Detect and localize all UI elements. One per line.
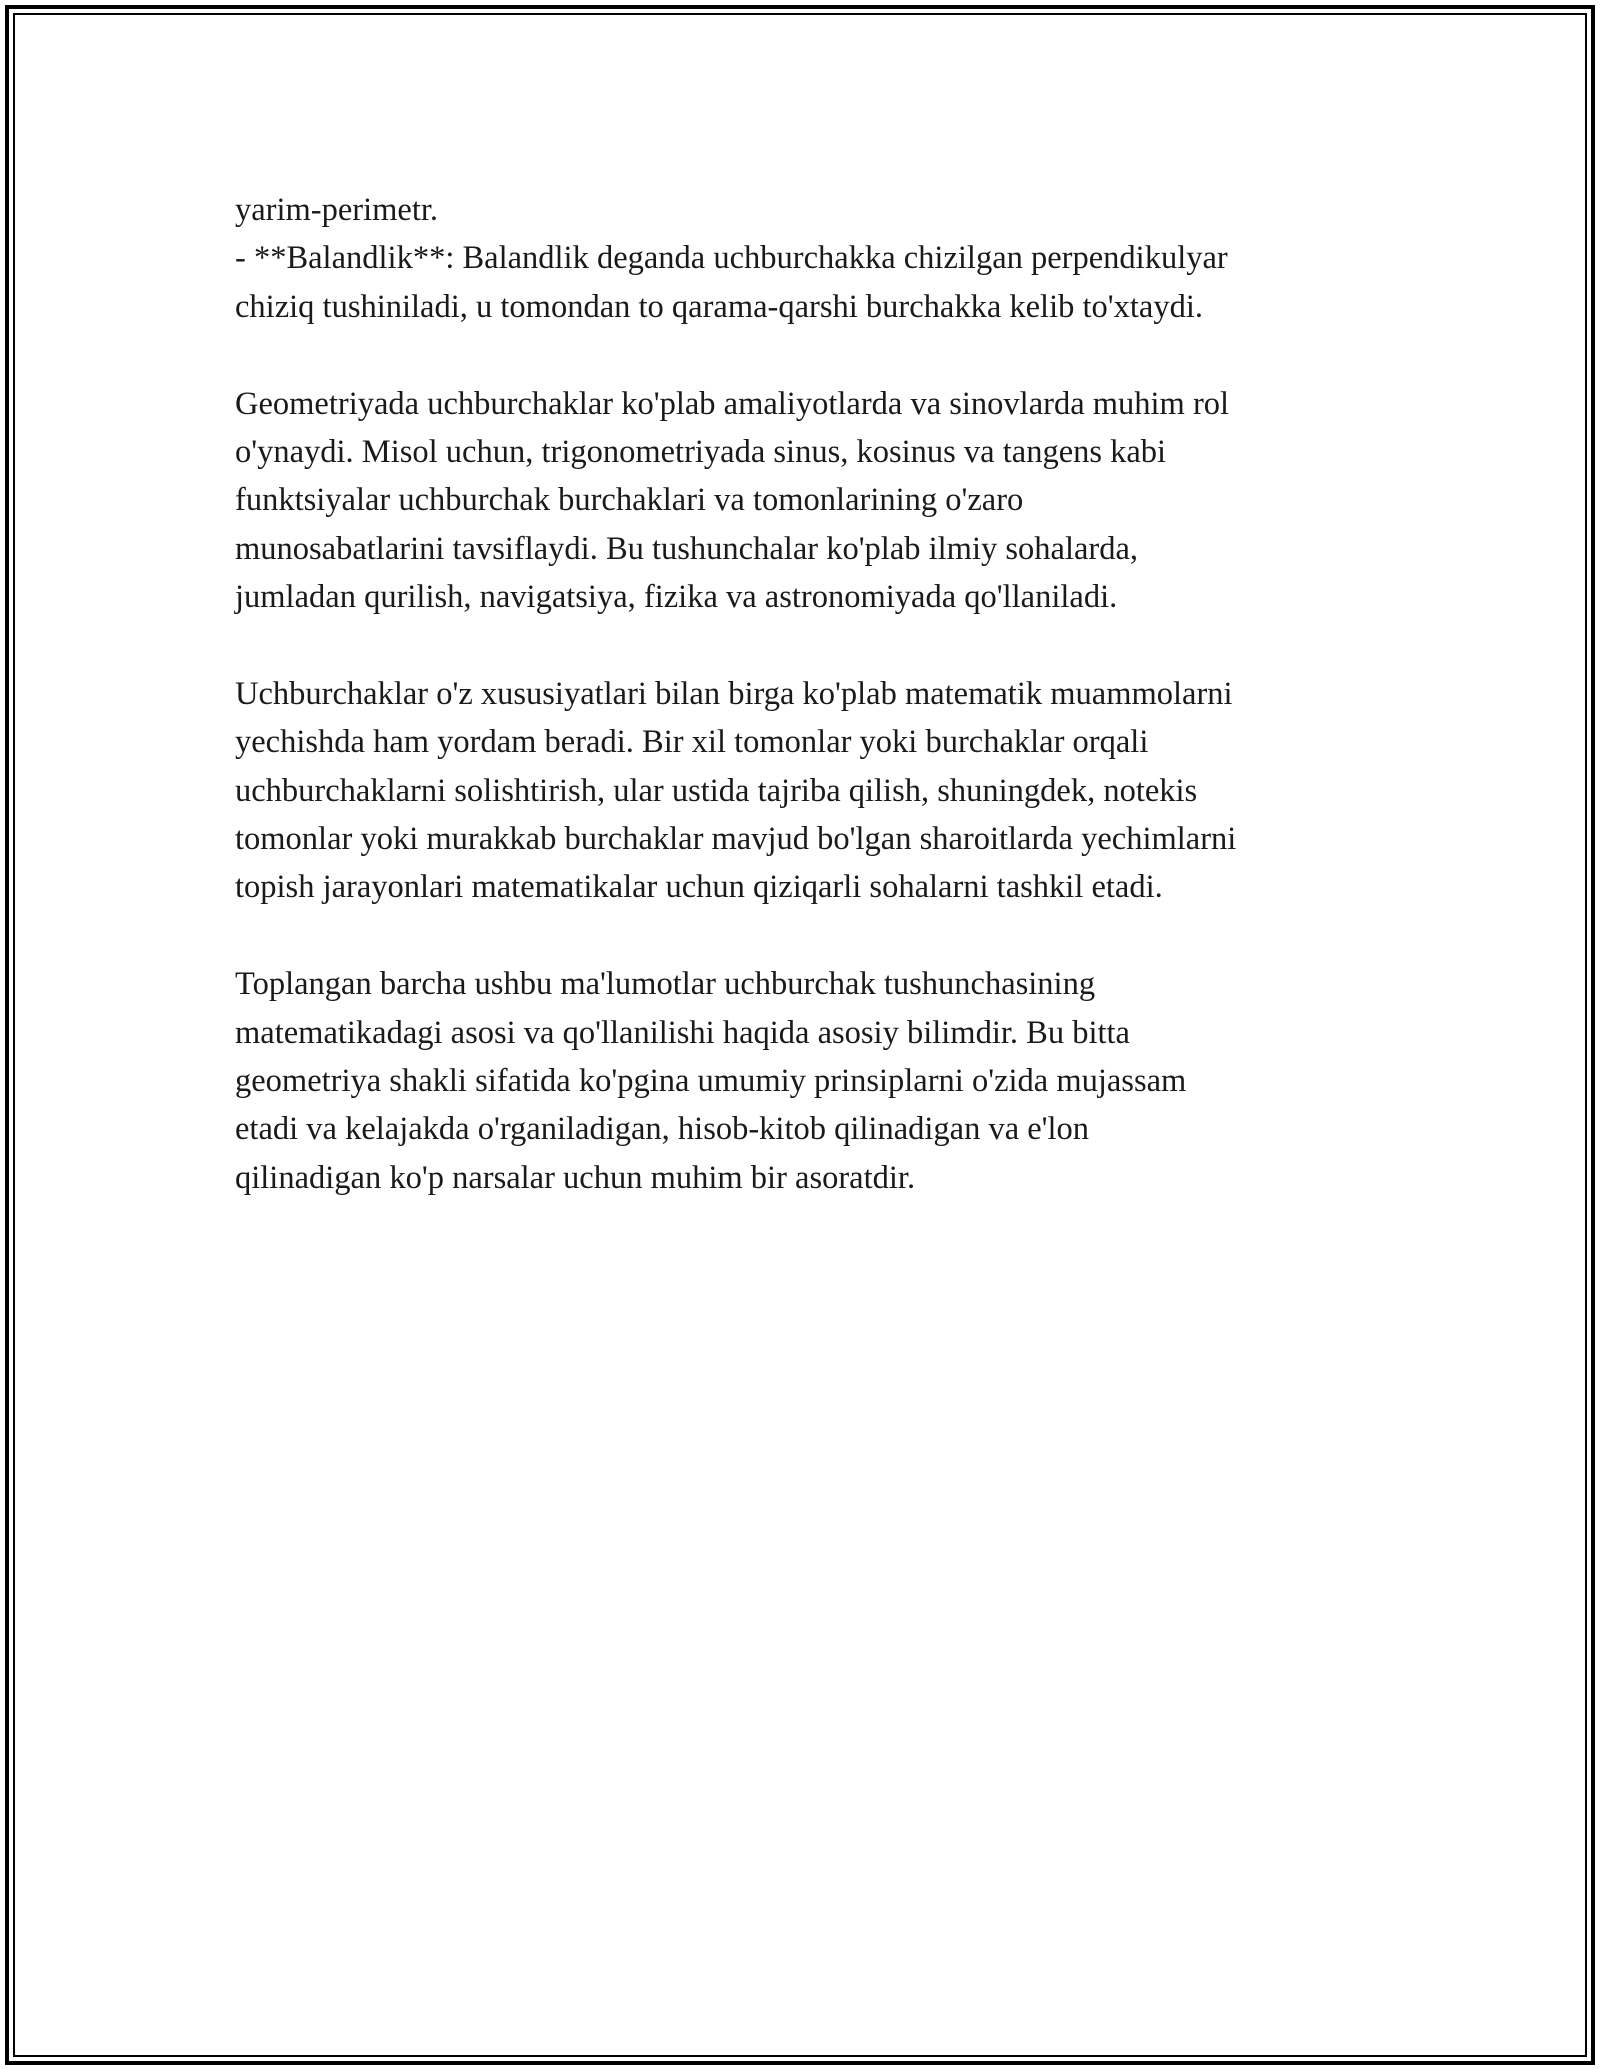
text-line: yarim-perimetr. — [235, 192, 439, 228]
paragraph-toplangan — [235, 960, 1375, 1202]
text-line: uchburchaklarni solishtirish, ular ustida tajriba qilish, shuningdek, notekis — [235, 772, 1198, 809]
document-body — [235, 186, 1375, 1202]
text-line: Uchburchaklar o'z xususiyatlari bilan birga ko'plab matematik muammolarni — [235, 675, 1233, 712]
text-line: etadi va kelajakda o'rganiladigan, hisob-kitob qilinadigan va e'lon — [235, 1111, 1090, 1148]
text-line: matematikadagi asosi va qo'llanilishi haqida asosiy bilimdir. Bu bitta — [235, 1014, 1130, 1051]
text-line: - **Balandlik**: Balandlik deganda uchburchakka chizilgan perpendikulyar — [235, 240, 1228, 277]
text-line: munosabatlarini tavsiflaydi. Bu tushunchalar ko'plab ilmiy sohalarda, — [235, 530, 1139, 567]
text-line: tomonlar yoki murakkab burchaklar mavjud bo'lgan sharoitlarda yechimlarni — [235, 821, 1237, 858]
text-line: Toplangan barcha ushbu ma'lumotlar uchburchak tushunchasining — [235, 966, 1096, 1003]
text-line: Geometriyada uchburchaklar ko'plab amaliyotlarda va sinovlarda muhim rol — [235, 385, 1230, 422]
paragraph-spacer — [235, 331, 1375, 379]
paragraph-balandlik — [235, 186, 1375, 331]
text-line: qilinadigan ko'p narsalar uchun muhim bir asoratdir. — [235, 1159, 916, 1196]
paragraph-uchburchaklar — [235, 670, 1375, 912]
paragraph-spacer — [235, 622, 1375, 670]
text-line: o'ynaydi. Misol uchun, trigonometriyada sinus, kosinus va tangens kabi — [235, 433, 1167, 470]
text-line: jumladan qurilish, navigatsiya, fizika va astronomiyada qo'llaniladi. — [235, 579, 1118, 616]
text-line: topish jarayonlari matematikalar uchun qiziqarli sohalarni tashkil etadi. — [235, 869, 1163, 906]
text-line: chiziq tushiniladi, u tomondan to qarama-qarshi burchakka kelib to'xtaydi. — [235, 288, 1203, 325]
paragraph-geometriya — [235, 380, 1375, 622]
text-line: funktsiyalar uchburchak burchaklari va tomonlarining o'zaro — [235, 482, 1024, 519]
paragraph-spacer — [235, 912, 1375, 960]
text-line: yechishda ham yordam beradi. Bir xil tomonlar yoki burchaklar orqali — [235, 724, 1149, 761]
text-line: geometriya shakli sifatida ko'pgina umumiy prinsiplarni o'zida mujassam — [235, 1063, 1187, 1100]
